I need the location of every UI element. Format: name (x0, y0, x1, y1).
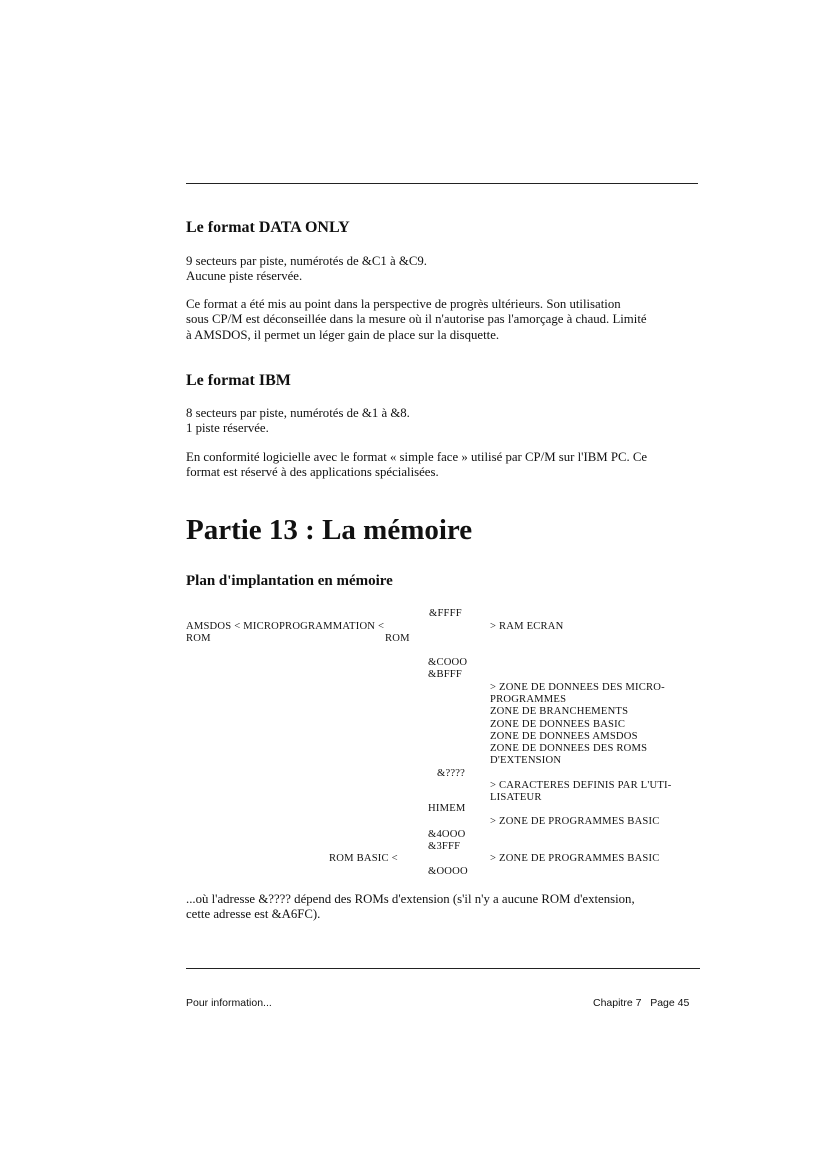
footer-page-info: Chapitre 7 Page 45 (593, 997, 690, 1009)
text-line: cette adresse est &A6FC). (186, 907, 321, 922)
heading-data-only: Le format DATA ONLY (186, 219, 350, 236)
text-line: format est réservé à des applications spécialisées. (186, 465, 439, 480)
rom-basic-label: ROM BASIC < (329, 853, 398, 864)
text-line: Aucune piste réservée. (186, 269, 303, 284)
address-variable: &???? (437, 768, 466, 779)
text-line: 9 secteurs par piste, numérotés de &C1 à &C9. (186, 254, 427, 268)
address-himem: HIMEM (428, 803, 466, 814)
address-c000: &COOO (428, 657, 468, 668)
left-amsdos-label: AMSDOS < MICROPROGRAMMATION < (186, 621, 385, 632)
heading-ibm: Le format IBM (186, 372, 291, 389)
address-3fff: &3FFF (428, 841, 461, 852)
text-line: ...où l'adresse &???? dépend des ROMs d'extension (s'il n'y a aucune ROM d'extension, (186, 892, 635, 906)
address-note (186, 892, 700, 923)
memory-plan-title: Plan d'implantation en mémoire (186, 573, 393, 589)
zone-line: ZONE DE DONNEES AMSDOS (490, 730, 638, 742)
left-rom-label-b: ROM (385, 633, 410, 644)
address-bfff: &BFFF (428, 669, 462, 680)
top-rule (186, 183, 698, 184)
ram-ecran-label: > RAM ECRAN (490, 621, 564, 632)
footer-left: Pour information... (186, 997, 272, 1009)
zone-line: ZONE DE DONNEES BASIC (490, 718, 626, 730)
data-only-paragraph-2 (186, 297, 700, 343)
text-line: à AMSDOS, il permet un léger gain de place sur la disquette. (186, 327, 500, 342)
ibm-paragraph-1 (186, 406, 700, 437)
zone-line: ZONE DE BRANCHEMENTS (490, 706, 629, 718)
zone-line: PROGRAMMES (490, 694, 567, 706)
basic-program-zone-1: > ZONE DE PROGRAMMES BASIC (490, 816, 660, 827)
ibm-paragraph-2 (186, 450, 700, 481)
address-4000: &4OOO (428, 829, 466, 840)
left-rom-label-a: ROM (186, 633, 211, 644)
bottom-rule (186, 968, 700, 969)
zone-line: > ZONE DE DONNEES DES MICRO- (490, 682, 665, 693)
part-title: Partie 13 : La mémoire (186, 514, 473, 546)
text-line: En conformité logicielle avec le format « simple face » utilisé par CP/M sur l'IBM PC. Ce (186, 450, 648, 464)
data-zones-list (490, 682, 665, 767)
text-line: 1 piste réservée. (186, 421, 269, 436)
user-characters-label (490, 780, 671, 804)
characters-line: > CARACTERES DEFINIS PAR L'UTI- (490, 780, 672, 791)
zone-line: ZONE DE DONNEES DES ROMS (490, 743, 648, 755)
data-only-paragraph-1 (186, 254, 700, 285)
text-line: sous CP/M est déconseillée dans la mesure où il n'autorise pas l'amorçage à chaud. Limité (186, 312, 647, 327)
text-line: 8 secteurs par piste, numérotés de &1 à &8. (186, 406, 410, 420)
characters-line: LISATEUR (490, 792, 542, 804)
basic-program-zone-2: > ZONE DE PROGRAMMES BASIC (490, 853, 660, 864)
address-0000: &OOOO (428, 866, 468, 877)
zone-line: D'EXTENSION (490, 755, 562, 767)
text-line: Ce format a été mis au point dans la perspective de progrès ultérieurs. Son utilisation (186, 297, 621, 311)
address-ffff: &FFFF (429, 608, 462, 619)
